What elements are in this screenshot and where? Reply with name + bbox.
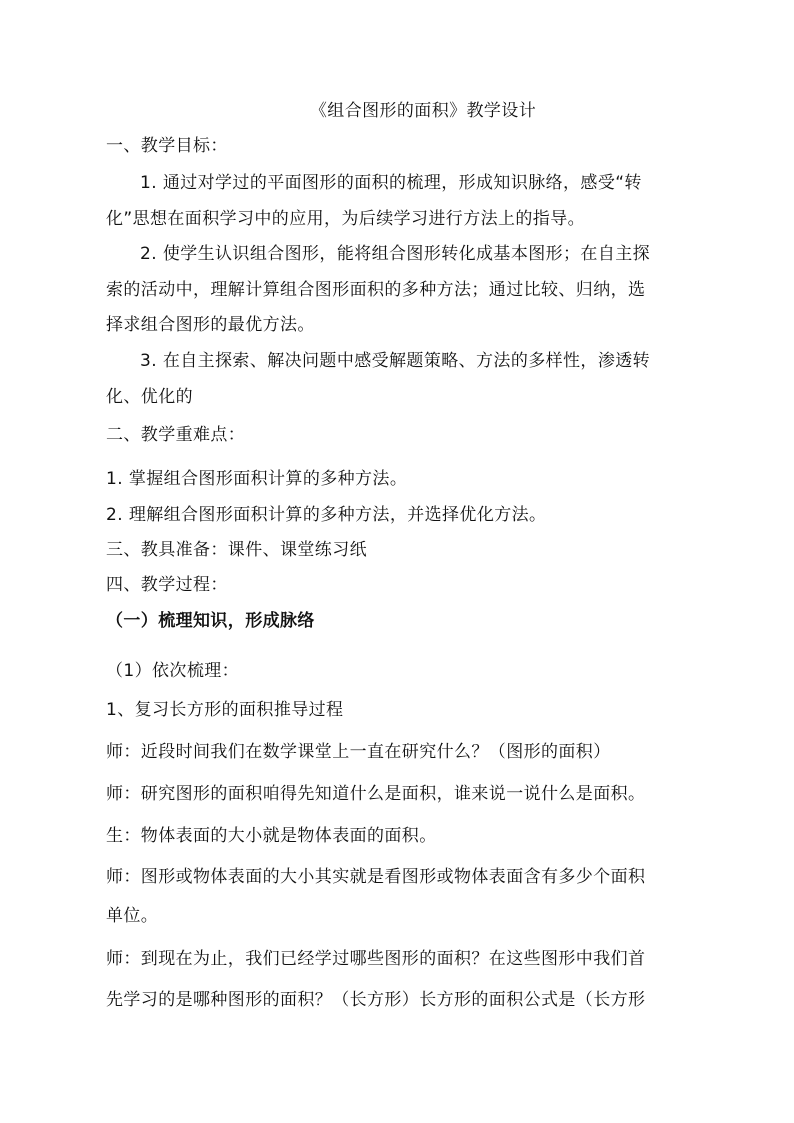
- paragraph-line: 先学习的是哪种图形的面积？（长方形）长方形的面积公式是（长方形: [106, 990, 646, 1010]
- list-item: 2. 理解组合图形面积计算的多种方法，并选择优化方法。: [106, 505, 547, 525]
- subsection-heading: （一）梳理知识，形成脉络: [106, 611, 315, 631]
- paragraph-line: （1）依次梳理：: [106, 661, 240, 681]
- section-heading-process: 四、教学过程：: [106, 575, 228, 595]
- paragraph-line: 单位。: [106, 906, 159, 926]
- paragraph-line: 师：到现在为止，我们已经学过哪些图形的面积？在这些图形中我们首: [106, 949, 646, 969]
- paragraph-line: 师：研究图形的面积咱得先知道什么是面积，谁来说一说什么是面积。: [106, 784, 646, 804]
- paragraph-line: 3. 在自主探索、解决问题中感受解题策略、方法的多样性，渗透转: [140, 351, 651, 371]
- paragraph-line: 化、优化的: [106, 387, 193, 407]
- paragraph-line: 化”思想在面积学习中的应用，为后续学习进行方法上的指导。: [106, 209, 586, 229]
- paragraph-line: 索的活动中，理解计算组合图形面积的多种方法；通过比较、归纳，选: [106, 280, 646, 300]
- paragraph-line: 生：物体表面的大小就是物体表面的面积。: [106, 826, 437, 846]
- paragraph-line: 1、复习长方形的面积推导过程: [106, 700, 344, 720]
- paragraph-line: 2. 使学生认识组合图形，能将组合图形转化成基本图形；在自主探: [140, 244, 651, 264]
- list-item: 1. 掌握组合图形面积计算的多种方法。: [106, 469, 408, 489]
- paragraph-line: 1. 通过对学过的平面图形的面积的梳理，形成知识脉络，感受“转: [140, 173, 642, 193]
- section-heading-goals: 一、教学目标：: [106, 136, 228, 156]
- section-heading-materials: 三、教具准备：课件、课堂练习纸: [106, 540, 367, 560]
- section-heading-key-points: 二、教学重难点：: [106, 425, 246, 445]
- paragraph-line: 师：图形或物体表面的大小其实就是看图形或物体表面含有多少个面积: [106, 867, 646, 887]
- paragraph-line: 师：近段时间我们在数学课堂上一直在研究什么？（图形的面积）: [106, 742, 611, 762]
- paragraph-line: 择求组合图形的最优方法。: [106, 315, 315, 335]
- document-title: 《组合图形的面积》教学设计: [309, 101, 537, 121]
